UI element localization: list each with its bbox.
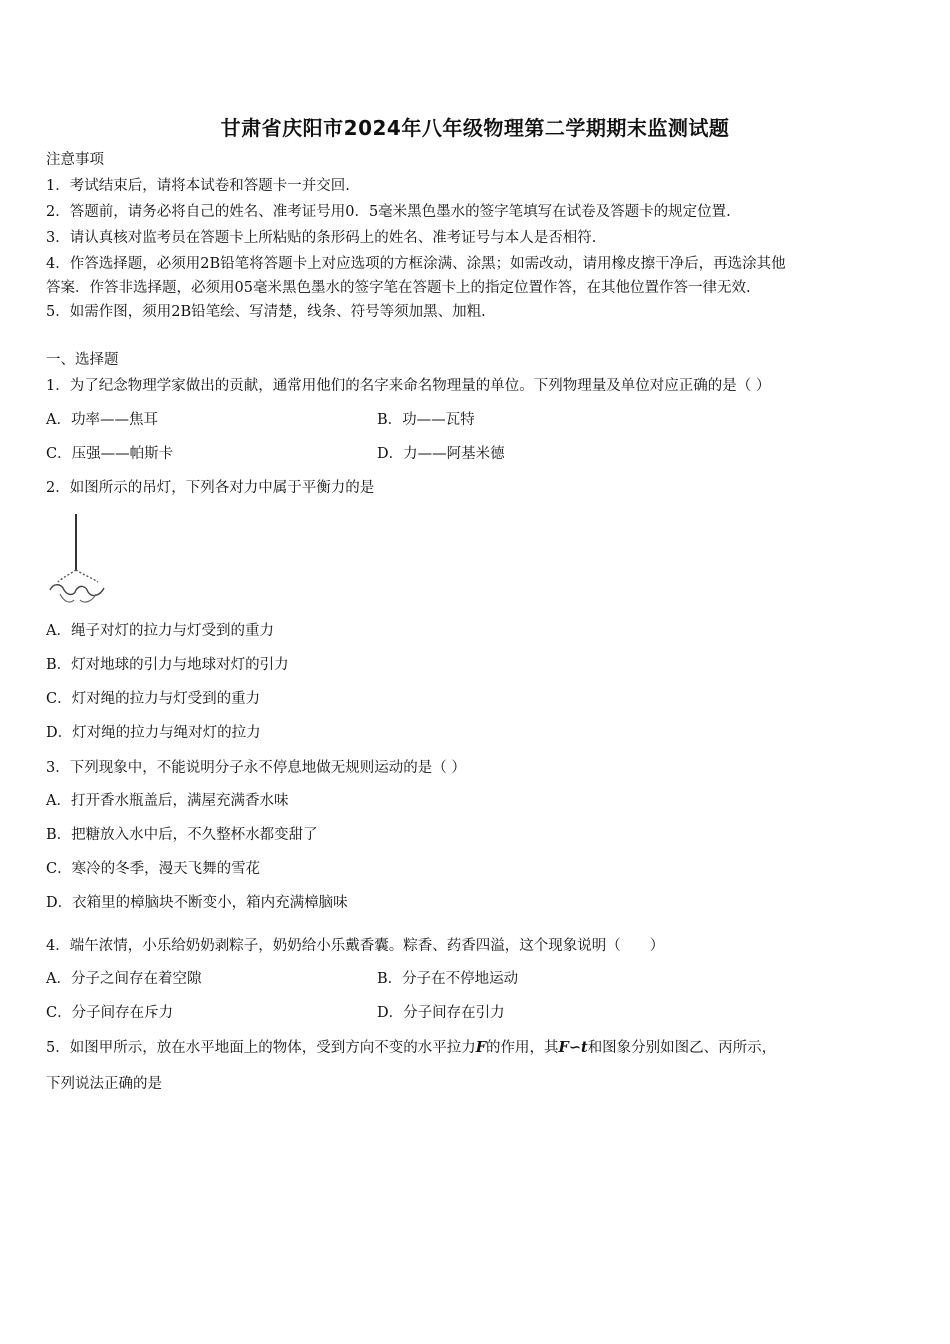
question-3-stem: 3．下列现象中，不能说明分子永不停息地做无规则运动的是（ ） <box>46 760 466 776</box>
question-5-stem-part3: 和图象分别如图乙、丙所示， <box>587 1040 777 1056</box>
question-2-option-a[interactable]: A．绳子对灯的拉力与灯受到的重力 <box>46 623 274 639</box>
question-5-stem-part2: 的作用，其 <box>486 1040 559 1056</box>
page-title: 甘肃省庆阳市2024年八年级物理第二学期期末监测试题 <box>220 116 730 140</box>
question-3-option-a[interactable]: A．打开香水瓶盖后，满屋充满香水味 <box>46 793 289 809</box>
notice-heading: 注意事项 <box>46 152 104 168</box>
question-3-option-d[interactable]: D．衣箱里的樟脑块不断变小，箱内充满樟脑味 <box>46 895 348 911</box>
question-1-option-b[interactable]: B．功——瓦特 <box>377 412 475 428</box>
chandelier-figure <box>44 512 114 612</box>
notice-item: 4．作答选择题，必须用2B铅笔将答题卡上对应选项的方框涂满、涂黑；如需改动，请用橡皮擦干净后，再选涂其他 <box>46 256 786 272</box>
question-5-stem-part1: 5．如图甲所示，放在水平地面上的物体，受到方向不变的水平拉力 <box>46 1040 476 1056</box>
notice-item: 2．答题前，请务必将自己的姓名、准考证号用0．5毫米黑色墨水的签字笔填写在试卷及答题卡的规定位置. <box>46 204 731 220</box>
force-symbol: F <box>475 1039 487 1056</box>
question-2-option-d[interactable]: D．灯对绳的拉力与绳对灯的拉力 <box>46 725 261 741</box>
question-2-option-c[interactable]: C．灯对绳的拉力与灯受到的重力 <box>46 691 261 707</box>
question-3-option-c[interactable]: C．寒冷的冬季，漫天飞舞的雪花 <box>46 861 261 877</box>
question-1-option-a[interactable]: A．功率——焦耳 <box>46 412 158 428</box>
force-time-symbol: F∽t <box>558 1039 588 1056</box>
notice-item: 1．考试结束后，请将本试卷和答题卡一并交回. <box>46 178 350 194</box>
question-5-stem <box>46 1038 776 1058</box>
question-4-stem: 4．端午浓情，小乐给奶奶剥粽子，奶奶给小乐戴香囊。粽香、药香四溢，这个现象说明（ ） <box>46 938 665 954</box>
question-1-stem: 1．为了纪念物理学家做出的贡献，通常用他们的名字来命名物理量的单位。下列物理量及单位对应正确的是（ ） <box>46 378 771 394</box>
question-2-stem: 2．如图所示的吊灯，下列各对力中属于平衡力的是 <box>46 480 375 496</box>
notice-item: 3．请认真核对监考员在答题卡上所粘贴的条形码上的姓名、准考证号与本人是否相符. <box>46 230 597 246</box>
question-1-option-d[interactable]: D．力——阿基米德 <box>377 446 505 462</box>
lamp-shade-left <box>58 570 76 582</box>
question-4-option-d[interactable]: D．分子间存在引力 <box>377 1005 505 1021</box>
question-4-option-b[interactable]: B．分子在不停地运动 <box>377 971 519 987</box>
question-4-option-c[interactable]: C．分子间存在斥力 <box>46 1005 174 1021</box>
question-5-stem-line2: 下列说法正确的是 <box>46 1076 162 1092</box>
notice-item: 答案．作答非选择题，必须用05毫米黑色墨水的签字笔在答题卡上的指定位置作答，在其他位置作答一律无效. <box>46 280 751 296</box>
notice-item: 5．如需作图，须用2B铅笔绘、写清楚，线条、符号等须加黑、加粗. <box>46 304 486 320</box>
question-2-option-b[interactable]: B．灯对地球的引力与地球对灯的引力 <box>46 657 289 673</box>
lamp-shade-rim <box>50 585 104 596</box>
question-3-option-b[interactable]: B．把糖放入水中后，不久整杯水都变甜了 <box>46 827 318 843</box>
lamp-shade-right <box>76 570 98 582</box>
question-4-option-a[interactable]: A．分子之间存在着空隙 <box>46 971 202 987</box>
section-heading: 一、选择题 <box>46 352 119 368</box>
question-1-option-c[interactable]: C．压强——帕斯卡 <box>46 446 174 462</box>
